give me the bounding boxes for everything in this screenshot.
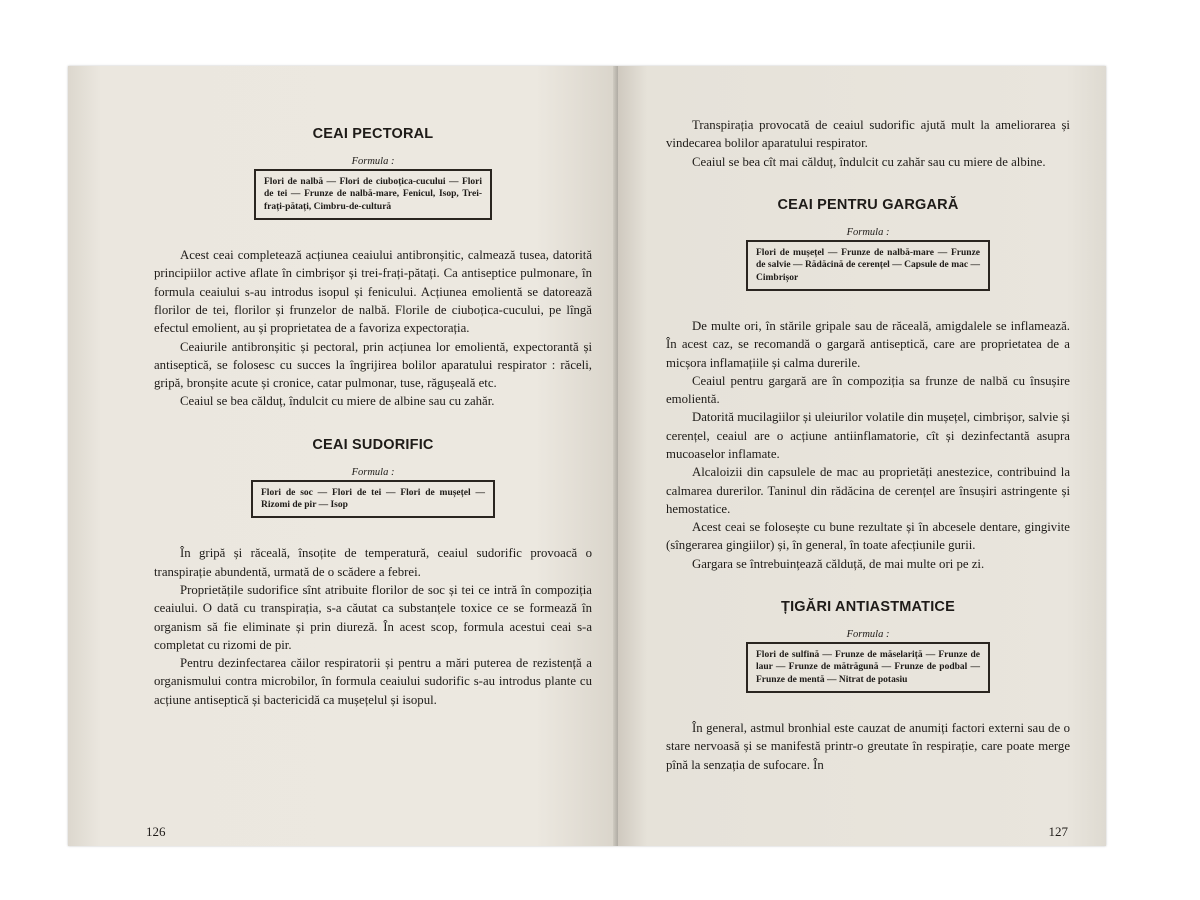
- paragraph: Proprietățile sudorifice sînt atribuite florilor de soc și tei ce intră în compoziția ceaiului. O dată cu transpirația, s-a căutat ca substanțele toxice ce se formează în organism să fie eliminate și prin diureză. În acest scop, formula acestui ceai s-a completat cu rizomi de pir.: [154, 582, 592, 652]
- formula-label: Formula :: [351, 466, 395, 478]
- paragraph: Acest ceai completează acțiunea ceaiului antibronșitic, calmează tusea, datorită principiilor active aflate în cimbrișor și trei-frați-pătați. Ca antiseptice pulmonare, în formula ceaiului s-au introdus isopul și fenicului. Acțiunea emolientă se datorează florilor de tei, florilor și frunzelor de nalbă. Florile de ciuboțica-cucului, pe lîngă efectul emolient, au și proprietatea de a favoriza expectorația.: [154, 248, 592, 336]
- page-number: 127: [1048, 824, 1068, 839]
- paragraph: Transpirația provocată de ceaiul sudorific ajută mult la ameliorarea și vindecarea bolilor aparatului respirator.: [666, 118, 1070, 151]
- right-page: [618, 66, 1106, 846]
- formula-label: Formula :: [351, 156, 395, 167]
- paragraph: De multe ori, în stările gripale sau de răceală, amigdalele se inflamează. În acest caz, se recomandă o gargară antiseptică, care are proprietatea de a micșora inflamațiile și calma durerile.: [666, 318, 1070, 370]
- paragraph: Alcaloizii din capsulele de mac au proprietăți anestezice, contribuind la calmarea durerilor. Taninul din rădăcina de cerențel are însușiri astringente și hemostatice.: [666, 465, 1070, 516]
- paragraph: Gargara se întrebuințează călduță, de mai multe ori pe zi.: [692, 556, 985, 571]
- section-title-ceai-pectoral: CEAI PECTORAL: [312, 126, 434, 142]
- left-page: [68, 66, 618, 846]
- section-title-tigari-antiastmatice: ȚIGĂRI ANTIASTMATICE: [781, 599, 955, 616]
- paragraph: Ceaiul se bea călduț, îndulcit cu miere de albine sau cu zahăr.: [180, 394, 495, 409]
- formula-label: Formula :: [846, 226, 890, 238]
- paragraph: În general, astmul bronhial este cauzat de anumiți factori externi sau de o stare nervoasă și se manifestă printr-o greutate în respirație, care poate merge pînă la senzația de sufocare. În: [666, 721, 1070, 772]
- page-number: 126: [146, 824, 166, 839]
- paragraph: Datorită mucilagiilor și uleiurilor volatile din mușețel, cimbrișor, salvie și cerențel, ceaiul are o acțiune antiinflamatorie, cît și dezinfectantă asupra mucoaselor inflamate.: [666, 410, 1070, 461]
- paragraph: Pentru dezinfectarea căilor respiratorii și pentru a mări puterea de rezistență a organismului contra microbilor, în formula ceaiului sudorific s-au introdus plante cu acțiune antiseptică și bactericidă ca mușețelul și isopul.: [154, 656, 592, 707]
- formula-label: Formula :: [846, 629, 890, 641]
- paragraph: În gripă și răceală, însoțite de temperatură, ceaiul sudorific provoacă o transpirație abundentă, urmată de o scădere a febrei.: [154, 546, 592, 579]
- book-spread: [68, 66, 1106, 846]
- paragraph: Ceaiurile antibronșitic și pectoral, prin acțiunea lor emolientă, expectorantă și antiseptică, se folosesc cu succes la îngrijirea bolilor aparatului respirator : răceli, gripă, bronșite acute și cronice, catar pulmonar, tuse, răgușeală etc.: [154, 339, 592, 391]
- formula-box-gargara: Flori de mușețel — Frunze de nalbă-mare — Frunze de salvie — Rădăcină de cerențel — Capsule de mac — Cimbrișor: [746, 240, 990, 291]
- paragraph: Ceaiul se bea cît mai călduț, îndulcit cu zahăr sau cu miere de albine.: [692, 154, 1046, 169]
- formula-box-pectoral: Flori de nalbă — Flori de ciuboțica-cucului — Flori de tei — Frunze de nalbă-mare, Fenicul, Isop, Trei-frați-pătați, Cimbru-de-cultură: [254, 169, 492, 220]
- paragraph: Ceaiul pentru gargară are în compoziția sa frunze de nalbă cu însușire emolientă.: [666, 373, 1070, 407]
- paragraph: Acest ceai se folosește cu bune rezultate și în abcesele dentare, gingivite (sîngerarea gingiilor) și, în general, în toate afecțiunile gurii.: [666, 520, 1070, 553]
- section-title-ceai-sudorific: CEAI SUDORIFIC: [312, 436, 434, 453]
- formula-box-antiastmatice: Flori de sulfină — Frunze de măselariță — Frunze de laur — Frunze de mătrăgună — Frunze de podbal — Frunze de mentă — Nitrat de potasiu: [746, 642, 990, 693]
- section-title-ceai-gargara: CEAI PENTRU GARGARĂ: [777, 196, 959, 213]
- formula-box-sudorific: Flori de soc — Flori de tei — Flori de mușețel — Rizomi de pir — Isop: [251, 480, 495, 519]
